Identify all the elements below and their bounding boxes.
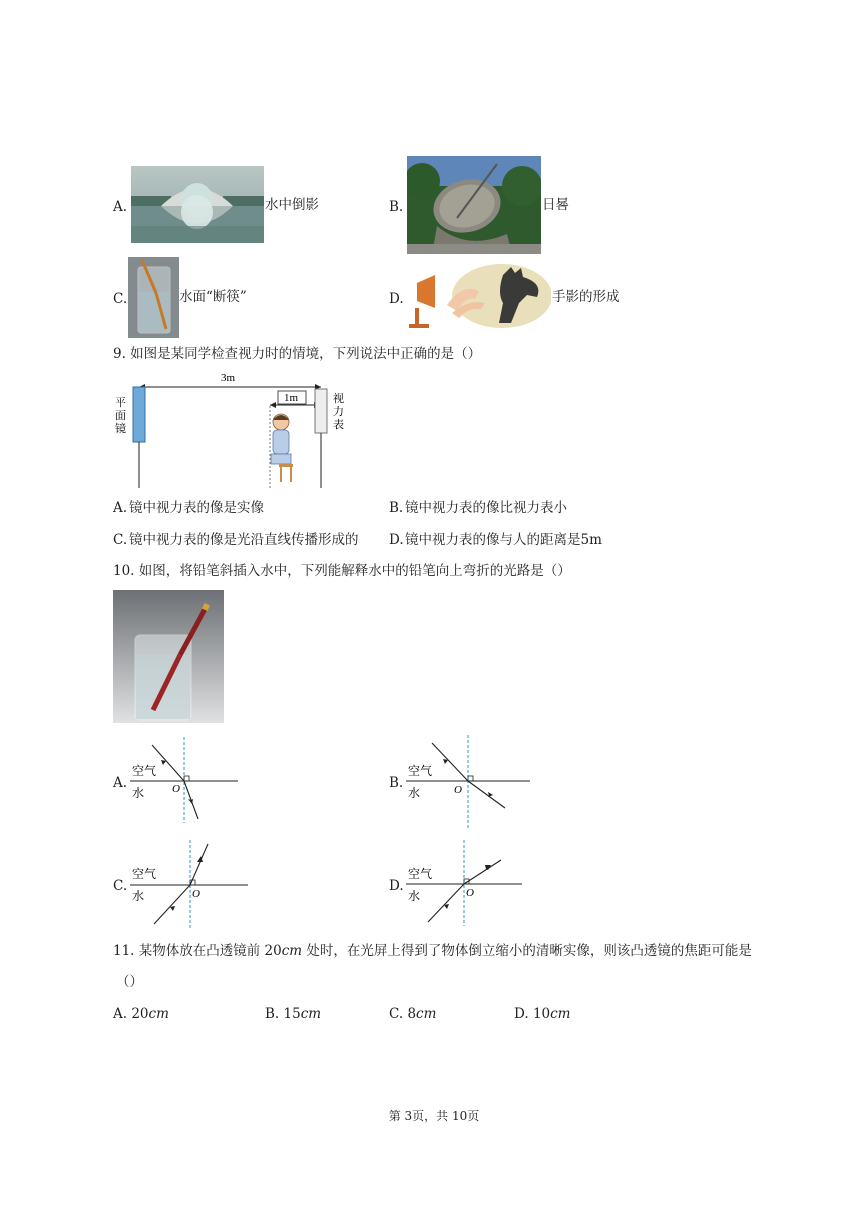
option-text: 镜中视力表的像是实像	[129, 500, 264, 516]
option-letter: B.	[389, 199, 404, 215]
option-letter: B.	[389, 775, 404, 791]
question-11-stem	[113, 943, 752, 959]
question-11-stem-line2: （）	[116, 974, 143, 990]
mirror-label-1: 平	[115, 397, 126, 409]
distance-3m-label: 3m	[221, 372, 236, 384]
option-value: 10	[532, 1006, 551, 1022]
point-o-label: O	[172, 783, 180, 795]
option-letter: D.	[389, 291, 404, 307]
option-caption: 日晷	[542, 197, 569, 213]
point-o-label: O	[454, 784, 462, 796]
option-caption: 水中倒影	[265, 197, 319, 213]
option-letter: D.	[389, 878, 404, 894]
option-unit: cm	[416, 1006, 437, 1022]
option-letter: C.	[113, 878, 128, 894]
option-letter: D.	[514, 1006, 529, 1022]
stem-part1: 11. 某物体放在凸透镜前 20	[113, 943, 282, 959]
stem-part2: 处时，在光屏上得到了物体倒立缩小的清晰实像，则该凸透镜的焦距可能是	[302, 943, 752, 959]
option-d	[514, 1006, 571, 1022]
option-letter: B.	[265, 1006, 280, 1022]
distance-1m-label: 1m	[284, 392, 299, 404]
option-text: 镜中视力表的像比视力表小	[405, 500, 567, 516]
pencil-in-glass-photo	[113, 590, 224, 723]
refraction-diagram-c	[128, 838, 250, 930]
option-letter: C.	[113, 532, 128, 548]
air-label: 空气	[408, 764, 433, 778]
point-o-label: O	[466, 887, 474, 899]
water-label: 水	[408, 786, 421, 800]
refraction-diagram-b	[404, 733, 532, 831]
option-caption: 水面“断筷”	[179, 289, 247, 305]
sundial-photo	[407, 156, 541, 254]
refraction-diagram-d	[404, 838, 524, 928]
chart-label-3: 表	[333, 419, 344, 431]
bridge-reflection-photo	[131, 166, 264, 243]
option-letter: C.	[113, 291, 128, 307]
option-text: 镜中视力表的像是光沿直线传播形成的	[129, 532, 359, 548]
option-letter: A.	[113, 1006, 128, 1022]
question-10-stem: 10. 如图，将铅笔斜插入水中，下列能解释水中的铅笔向上弯折的光路是（）	[113, 563, 571, 579]
option-letter: D.	[389, 532, 404, 548]
option-unit: cm	[148, 1006, 169, 1022]
page-footer: 第 3页，共 10页	[388, 1109, 480, 1123]
option-unit: cm	[300, 1006, 322, 1022]
stem-unit: cm	[281, 943, 303, 959]
air-label: 空气	[132, 867, 157, 881]
option-letter: A.	[113, 775, 128, 791]
refraction-diagram-a	[128, 735, 240, 825]
option-c	[389, 1006, 436, 1022]
chart-label-1: 视	[333, 393, 344, 405]
option-unit: cm	[550, 1006, 571, 1022]
chart-label-2: 力	[333, 406, 344, 418]
option-value: 8	[407, 1006, 417, 1022]
air-label: 空气	[132, 764, 157, 778]
option-letter: A.	[113, 500, 128, 516]
mirror-label-3: 镜	[115, 423, 126, 435]
point-o-label: O	[192, 888, 200, 900]
option-letter: C.	[389, 1006, 404, 1022]
option-a	[113, 1006, 169, 1022]
water-label: 水	[132, 786, 145, 800]
water-label: 水	[132, 889, 145, 903]
option-text: 镜中视力表的像与人的距离是5m	[405, 532, 602, 548]
question-9-stem: 9. 如图是某同学检查视力时的情境，下列说法中正确的是（）	[113, 346, 482, 362]
mirror-label-2: 面	[115, 410, 126, 422]
water-label: 水	[408, 889, 421, 903]
chopsticks-in-water-photo	[128, 257, 179, 338]
option-b	[265, 1006, 321, 1022]
option-value: 15	[283, 1006, 301, 1022]
option-value: 20	[131, 1006, 149, 1022]
air-label: 空气	[408, 867, 433, 881]
option-letter: A.	[113, 199, 128, 215]
option-caption: 手影的形成	[552, 289, 620, 305]
hand-shadow-photo	[407, 263, 551, 330]
option-letter: B.	[389, 500, 404, 516]
eye-test-figure	[113, 368, 358, 493]
